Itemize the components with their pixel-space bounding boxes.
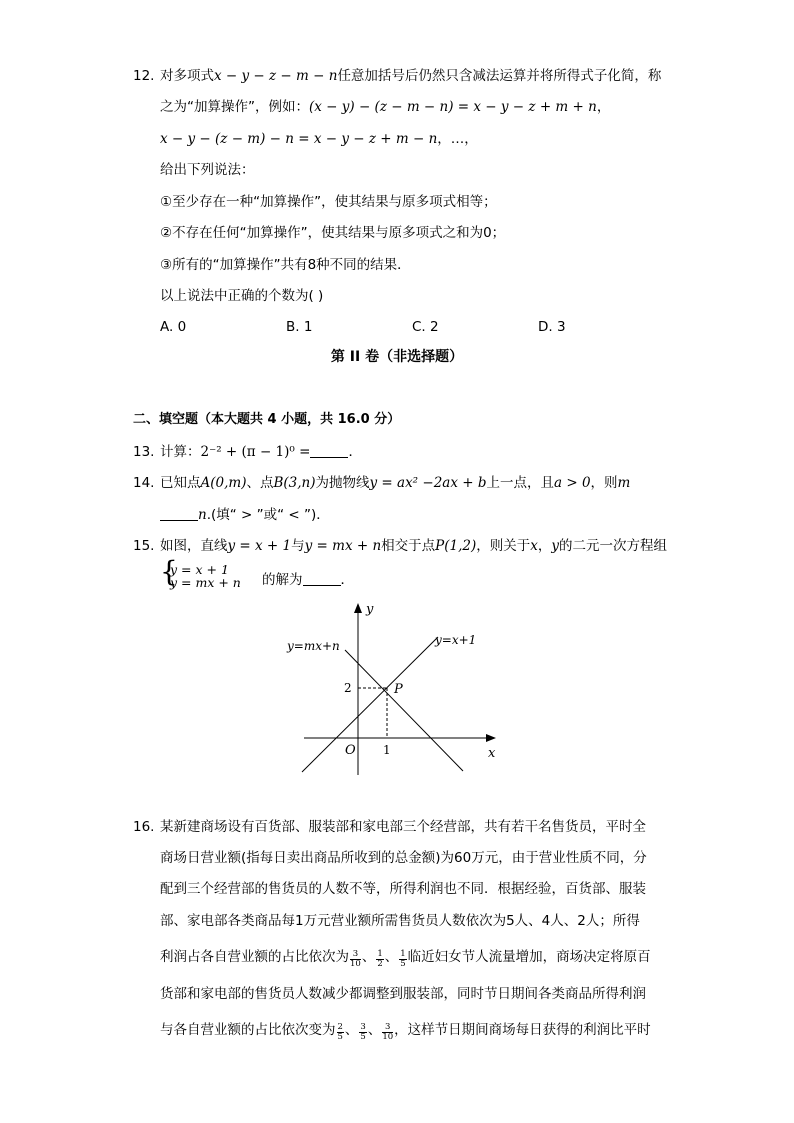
fraction: $\frac{1}{5}$ — [400, 949, 406, 969]
q12-statement-2: ②不存在任何“加算操作”，使其结果与原多项式之和为0； — [160, 225, 506, 241]
fraction: $\frac{3}{5}$ — [360, 1022, 366, 1042]
q16-line4: 部、家电部各类商品每1万元营业额所需售货员人数依次为5人、4人、2人；所得 — [160, 913, 640, 929]
q14-line1: 已知点A(0,m)、点B(3,n)为抛物线y = ax² −2ax + b上一点，且a > 0，则m — [160, 475, 631, 491]
q15-line1: 如图，直线y = x + 1与y = mx + n相交于点P(1,2)，则关于x，y的二元一次方程组 — [160, 538, 668, 554]
section-title: 第 II 卷（非选择题） — [330, 349, 464, 365]
q16-line6: 货部和家电部的售货员人数减少都调整到服装部，同时节日期间各类商品所得利润 — [160, 986, 646, 1002]
x-axis-label: x — [488, 746, 496, 761]
line-y-mx-plus-n — [345, 650, 463, 771]
q15-system-brace: { — [160, 555, 178, 588]
q15-number: 15. — [133, 538, 155, 554]
q16-line5: 利润占各自营业额的占比依次为 $\frac{3}{10}$ 、 $\frac{1}{2}$ 、 $\frac{1}{5}$ 临近妇女节人流量增加，商场决定将原百 — [160, 949, 651, 969]
fraction: $\frac{3}{10}$ — [382, 1022, 394, 1042]
q12-line2: 之为“加算操作”，例如：(x − y) − (z − m − n) = x − y − z + m + n， — [160, 99, 611, 115]
point-p-label: P — [394, 682, 403, 697]
line1-label: y=x+1 — [435, 633, 477, 647]
q13-number: 13. — [133, 444, 155, 460]
q12-statement-1: ①至少存在一种“加算操作”，使其结果与原多项式相等； — [160, 194, 497, 210]
fraction: $\frac{3}{10}$ — [350, 949, 361, 969]
q13-text: 计算：2⁻² + (π − 1)⁰ = ． — [160, 444, 362, 460]
q12-line3: x − y − (z − m) − n = x − y − z + m − n，…， — [160, 131, 478, 147]
q12-number: 12. — [133, 68, 155, 84]
tick-x-1: 1 — [383, 743, 391, 757]
q15-system-eq2: y = mx + n — [170, 575, 241, 590]
q16-line3: 配到三个经营部的售货员的人数不等，所得利润也不同．根据经验，百货部、服装 — [160, 881, 646, 897]
x-axis-arrow — [486, 734, 496, 742]
fraction: $\frac{1}{2}$ — [377, 949, 383, 969]
q16-number: 16. — [133, 819, 155, 835]
line-y-x-plus-1 — [302, 637, 438, 772]
q14-number: 14. — [133, 475, 155, 491]
q15-line2-tail: 的解为 ． — [262, 572, 354, 588]
y-axis-arrow — [354, 603, 362, 613]
q14-line2: n.(填“ > ”或“ < ”)． — [160, 505, 330, 525]
q12-line4: 给出下列说法： — [160, 162, 255, 178]
tick-y-2: 2 — [344, 681, 352, 695]
part2-header: 二、填空题（本大题共 4 小题，共 16.0 分） — [133, 412, 401, 427]
line2-label: y=mx+n — [287, 639, 340, 653]
q16-line2: 商场日营业额(指每日卖出商品所收到的总金额)为60万元，由于营业性质不同，分 — [160, 850, 647, 866]
q16-line7: 与各自营业额的占比依次变为 $\frac{2}{5}$ 、 $\frac{3}{5}$ 、 $\frac{3}{10}$ ，这样节日期间商场每日获得的利润比平时 — [160, 1022, 651, 1042]
q12-line1: 对多项式x − y − z − m − n任意加括号后仍然只含减法运算并将所得式子化简，称 — [160, 68, 662, 84]
y-axis-label: y — [366, 602, 374, 617]
q13-answer-blank[interactable] — [310, 443, 348, 458]
q12-option-a: A. 0 — [160, 319, 187, 335]
q12-option-d: D. 3 — [538, 319, 566, 335]
q12-ask: 以上说法中正确的个数为( ) — [160, 288, 324, 304]
q15-graph — [270, 595, 510, 785]
q12-option-c: C. 2 — [412, 319, 439, 335]
q12-option-b: B. 1 — [286, 319, 313, 335]
q15-system-eq1: y = x + 1 — [170, 562, 229, 577]
q12-statement-3: ③所有的“加算操作”共有8种不同的结果． — [160, 257, 411, 273]
fraction: $\frac{2}{5}$ — [337, 1022, 343, 1042]
q16-line1: 某新建商场设有百货部、服装部和家电部三个经营部，共有若干名售货员，平时全 — [160, 819, 646, 835]
origin-label: O — [345, 743, 356, 758]
q14-answer-blank[interactable] — [160, 506, 198, 521]
q15-answer-blank[interactable] — [303, 571, 341, 586]
